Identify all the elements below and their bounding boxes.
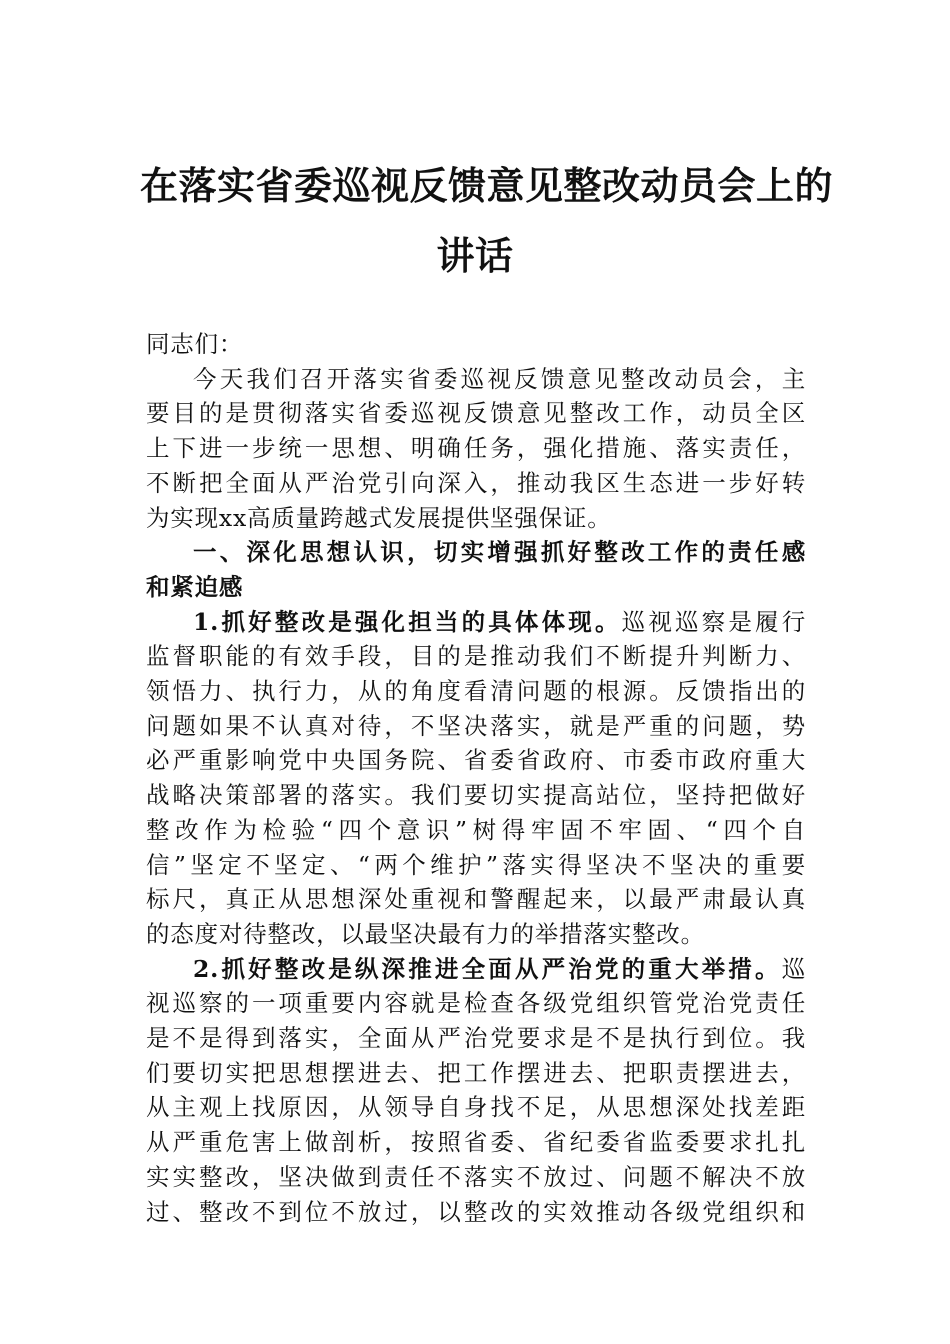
point-1-first-line <box>193 605 806 640</box>
point-2-line: 实实整改，坚决做到责任不落实不放过、问题不解决不放 <box>146 1162 806 1191</box>
point-2-first-line <box>193 952 806 987</box>
point-1-title: 1.抓好整改是强化担当的具体体现。 <box>193 607 622 636</box>
intro-line: 今天我们召开落实省委巡视反馈意见整改动员会，主 <box>193 364 806 393</box>
point-2-line: 视巡察的一项重要内容就是检查各级党组织管党治党责任 <box>146 989 806 1018</box>
point-2-title: 2.抓好整改是纵深推进全面从严治党的重大举措。 <box>193 954 782 983</box>
intro-line: 为实现xx高质量跨越式发展提供坚强保证。 <box>146 503 612 532</box>
point-1-line: 监督职能的有效手段，目的是推动我们不断提升判断力、 <box>146 642 806 671</box>
point-1-line: 战略决策部署的落实。我们要切实提高站位，坚持把做好 <box>146 781 806 810</box>
section-heading-line: 一、深化思想认识，切实增强抓好整改工作的责任感 <box>193 538 806 567</box>
point-1-line: 问题如果不认真对待，不坚决落实，就是严重的问题，势 <box>146 711 806 740</box>
point-1-line: 的态度对待整改，以最坚决最有力的举措落实整改。 <box>146 919 705 948</box>
point-1-line: 标尺，真正从思想深处重视和警醒起来，以最严肃最认真 <box>146 885 806 914</box>
point-1-line: 领悟力、执行力，从的角度看清问题的根源。反馈指出的 <box>146 677 806 705</box>
point-2-line: 们要切实把思想摆进去、把工作摆进去、把职责摆进去， <box>146 1058 806 1087</box>
point-2-line: 从严重危害上做剖析，按照省委、省纪委省监委要求扎扎 <box>146 1128 806 1157</box>
greeting: 同志们： <box>146 330 244 358</box>
point-1-line: 信”坚定不坚定、“两个维护”落实得坚决不坚决的重要 <box>146 850 806 879</box>
point-2-line: 是不是得到落实，全面从严治党要求是不是执行到位。我 <box>146 1024 806 1052</box>
intro-line: 不断把全面从严治党引向深入，推动我区生态进一步好转 <box>146 468 806 497</box>
document-title-line-2: 讲话 <box>436 233 514 278</box>
section-heading-line: 和紧迫感 <box>146 572 244 601</box>
intro-line: 上下进一步统一思想、明确任务，强化措施、落实责任， <box>146 434 806 463</box>
point-1-line: 整改作为检验“四个意识”树得牢固不牢固、“四个自 <box>146 815 806 844</box>
point-2-line: 从主观上找原因，从领导自身找不足，从思想深处找差距 <box>146 1093 806 1122</box>
point-1-line: 必严重影响党中央国务院、省委省政府、市委市政府重大 <box>146 746 806 775</box>
intro-line: 要目的是贯彻落实省委巡视反馈意见整改工作，动员全区 <box>146 399 806 428</box>
point-2-line: 过、整改不到位不放过，以整改的实效推动各级党组织和 <box>146 1197 806 1226</box>
point-2-first-text: 巡 <box>781 954 806 983</box>
document-title-line-1: 在落实省委巡视反馈意见整改动员会上的 <box>140 163 834 208</box>
point-1-first-text: 巡视巡察是履行 <box>621 607 806 636</box>
